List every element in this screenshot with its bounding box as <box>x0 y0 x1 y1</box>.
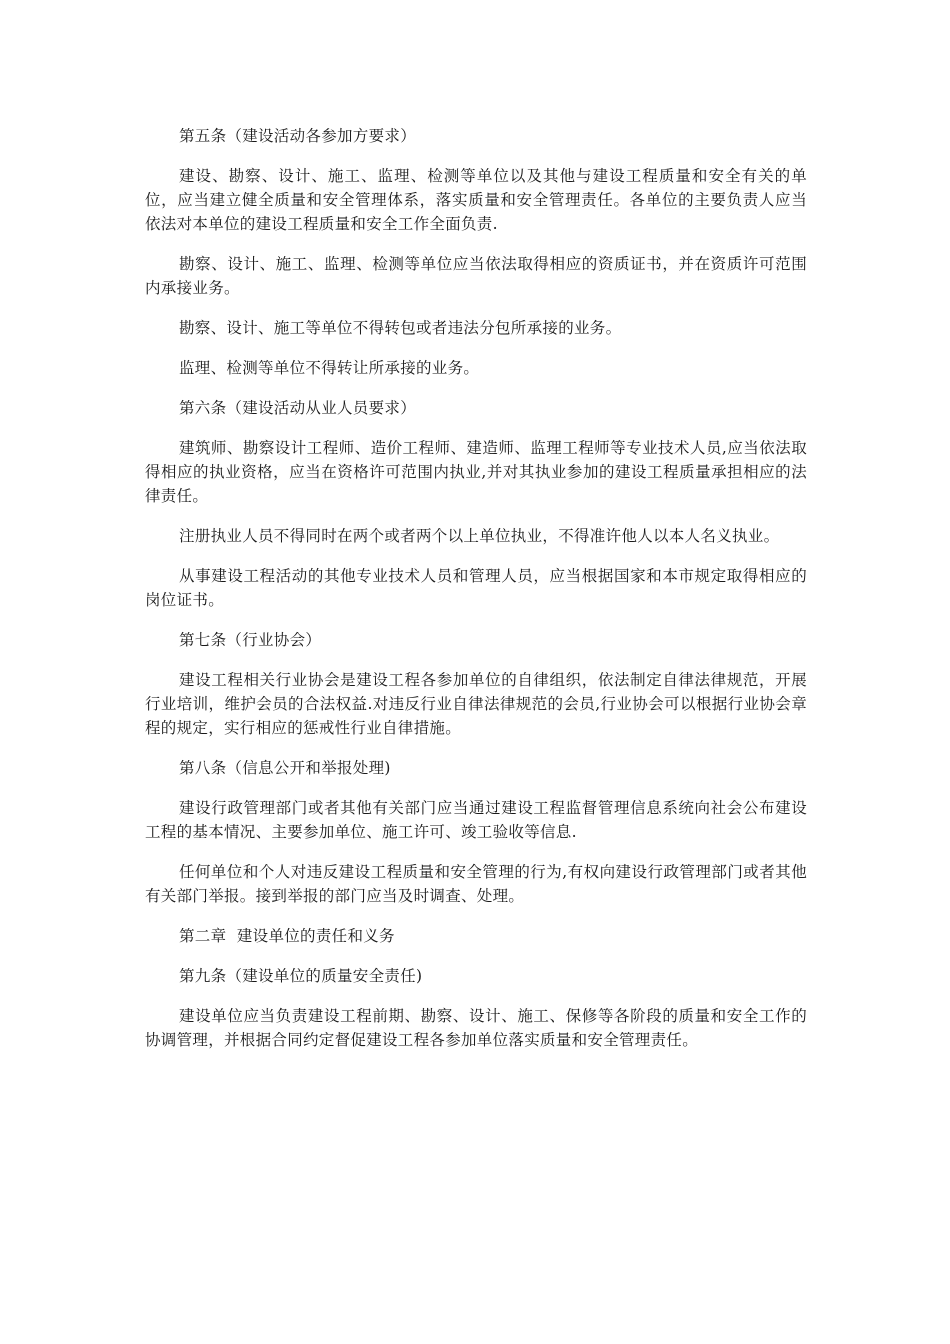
article-6-heading: 第六条（建设活动从业人员要求） <box>179 399 417 417</box>
article-8-paragraph-1: 建设行政管理部门或者其他有关部门应当通过建设工程监督管理信息系统向社会公布建设工程的基本情况、主要参加单位、施工许可、竣工验收等信息. <box>145 799 807 841</box>
article-5-paragraph-2: 勘察、设计、施工、监理、检测等单位应当依法取得相应的资质证书，并在资质许可范围内承接业务。 <box>145 255 807 297</box>
article-5-paragraph-1: 建设、勘察、设计、施工、监理、检测等单位以及其他与建设工程质量和安全有关的单位，应当建立健全质量和安全管理体系，落实质量和安全管理责任。各单位的主要负责人应当依法对本单位的建设工程质量和安全工作全面负责. <box>145 167 807 233</box>
article-6-paragraph-1: 建筑师、勘察设计工程师、造价工程师、建造师、监理工程师等专业技术人员,应当依法取得相应的执业资格，应当在资格许可范围内执业,并对其执业参加的建设工程质量承担相应的法律责任。 <box>145 439 807 505</box>
article-6-paragraph-3: 从事建设工程活动的其他专业技术人员和管理人员，应当根据国家和本市规定取得相应的岗位证书。 <box>145 567 807 609</box>
article-7-paragraph-1: 建设工程相关行业协会是建设工程各参加单位的自律组织，依法制定自律法律规范，开展行业培训，维护会员的合法权益.对违反行业自律法律规范的会员,行业协会可以根据行业协会章程的规定，实行相应的惩戒性行业自律措施。 <box>145 671 807 737</box>
article-9-heading: 第九条（建设单位的质量安全责任) <box>179 967 423 985</box>
article-8-paragraph-2: 任何单位和个人对违反建设工程质量和安全管理的行为,有权向建设行政管理部门或者其他有关部门举报。接到举报的部门应当及时调查、处理。 <box>145 863 807 905</box>
article-8-heading: 第八条（信息公开和举报处理) <box>179 759 391 777</box>
document-body <box>145 124 807 1052</box>
chapter-2-heading: 第二章 建设单位的责任和义务 <box>179 927 395 945</box>
article-5-paragraph-4: 监理、检测等单位不得转让所承接的业务。 <box>179 359 480 377</box>
article-5-paragraph-3: 勘察、设计、施工等单位不得转包或者违法分包所承接的业务。 <box>179 319 622 337</box>
article-9-paragraph-1: 建设单位应当负责建设工程前期、勘察、设计、施工、保修等各阶段的质量和安全工作的协调管理，并根据合同约定督促建设工程各参加单位落实质量和安全管理责任。 <box>145 1007 807 1049</box>
article-5-heading: 第五条（建设活动各参加方要求） <box>179 127 417 145</box>
article-6-paragraph-2: 注册执业人员不得同时在两个或者两个以上单位执业，不得准许他人以本人名义执业。 <box>179 527 780 545</box>
article-7-heading: 第七条（行业协会） <box>179 631 322 649</box>
